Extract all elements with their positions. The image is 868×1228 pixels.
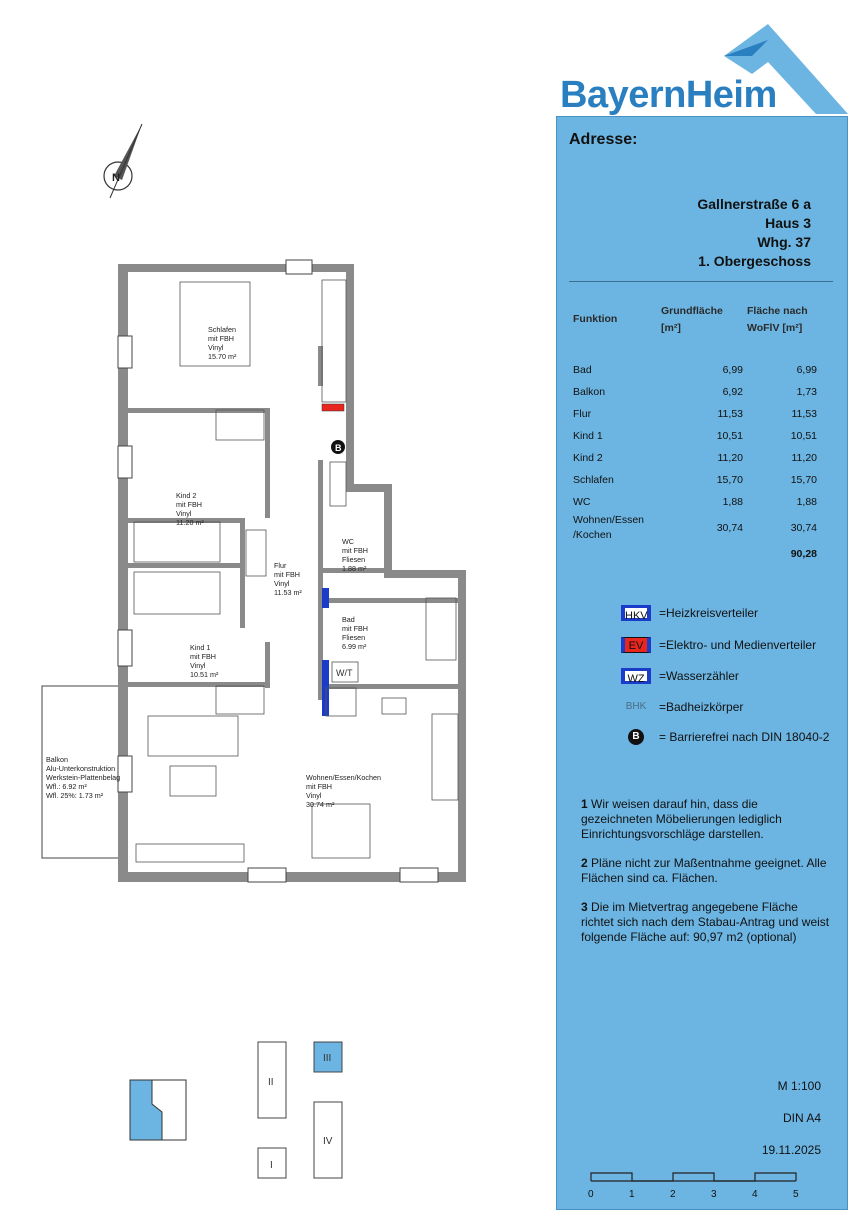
address-street: Gallnerstraße 6 a xyxy=(697,196,811,212)
table-row: Wohnen/Essen /Kochen 30,74 30,74 xyxy=(573,514,817,541)
room-kind1: Kind 1 mit FBH Vinyl 10.51 m² xyxy=(190,643,219,679)
col-function: Funktion xyxy=(573,313,618,325)
legend-wz: WZ =Wasserzähler xyxy=(621,668,841,686)
note-1: 1 Wir weisen darauf hin, dass die gezeichneten Möbelierungen lediglich Einrichtungsvorschläge darstellen. xyxy=(581,797,782,841)
floor-plan xyxy=(0,120,550,1220)
address-label: Adresse: xyxy=(569,131,638,148)
date-label: 19.11.2025 xyxy=(761,1143,821,1157)
scale-bar xyxy=(587,1167,807,1205)
tick-3: 3 xyxy=(711,1189,717,1200)
tick-0: 0 xyxy=(588,1189,594,1200)
address-unit: Whg. 37 xyxy=(757,234,811,250)
scale-label: M 1:100 xyxy=(777,1079,821,1093)
legend-bhk: BHK =Badheizkörper xyxy=(621,699,841,717)
room-balkon: Balkon Alu-Unterkonstruktion Werkstein-Plattenbelag Wfl.: 6.92 m² Wfl. 25%: 1.73 m² xyxy=(46,755,121,800)
address-floor: 1. Obergeschoss xyxy=(698,253,811,269)
room-flur: Flur mit FBH Vinyl 11.53 m² xyxy=(274,561,302,597)
ev-icon: EV xyxy=(621,637,651,653)
address-house: Haus 3 xyxy=(765,215,811,231)
legend-b: B = Barrierefrei nach DIN 18040-2 xyxy=(621,729,843,747)
separator-line xyxy=(569,281,833,282)
notes xyxy=(581,797,831,959)
tick-2: 2 xyxy=(670,1189,676,1200)
logo-wordmark: BayernHeim xyxy=(560,74,777,116)
format-label: DIN A4 xyxy=(782,1111,821,1125)
hkv-box xyxy=(322,588,329,608)
unit-location-plan xyxy=(130,1080,186,1140)
room-bad: Bad mit FBH Fliesen 6.99 m² xyxy=(342,615,368,651)
tick-5: 5 xyxy=(793,1189,799,1200)
wz-icon: WZ xyxy=(621,668,651,684)
keyplan-i: I xyxy=(270,1160,273,1171)
info-panel: Adresse: Gallnerstraße 6 a Haus 3 Whg. 37 1. Obergeschoss Funktion Grundfläche [m²] Fläche nach WoFlV [m²] Bad 6,99 6,99 Balkon 6,92 1,73 Flur 11,53 11,53 Kind 1 10,51 10,51 Kind 2 11,20 11,20 Schlafen 15,70 15,70 WC 1,88 1,88 Wohnen/Essen /Kochen 30,74 30,74 90,28 HKV =Heizkreisverteiler EV =Elektro- und Medienverteiler WZ =Wasserzähler BHK =Badheizkörper B = Barrierefrei nach DIN 18040-2 1 Wir weisen darauf hin, dass die gezeichneten Möbelierungen lediglich Einrichtungsvorschläge darstellen. 2 Pläne nicht zur Maßentnahme geeignet. Alle Flächen sind ca. Flächen. 3 Die im Mietvertrag angegebene Fläche richtet sich nach dem Stabau-Antrag und weist folgende Fläche auf: 90,97 m2 (optional) M 1:100 DIN A4 19.11.2025 0 1 2 3 4 5 xyxy=(556,116,848,1210)
col-area: Grundfläche [m²] xyxy=(661,305,723,334)
legend-ev: EV =Elektro- und Medienverteiler xyxy=(621,637,841,655)
legend-hkv: HKV =Heizkreisverteiler xyxy=(621,605,841,623)
ev-box xyxy=(322,404,344,411)
tick-4: 4 xyxy=(752,1189,758,1200)
barrier-free-letter: B xyxy=(335,443,342,453)
address-block xyxy=(697,195,811,271)
bhk-icon: BHK xyxy=(625,701,647,712)
keyplan xyxy=(258,1042,342,1178)
col-wofiv: Fläche nach WoFlV [m²] xyxy=(747,305,808,334)
note-3: 3 Die im Mietvertrag angegebene Fläche richtet sich nach dem Stabau-Antrag und weist folgende Fläche auf: 90,97 m2 (optional) xyxy=(581,900,830,944)
room-wohnen: Wohnen/Essen/Kochen mit FBH Vinyl 30.74 m² xyxy=(306,773,381,809)
keyplan-iii: III xyxy=(323,1053,332,1064)
tick-1: 1 xyxy=(629,1189,635,1200)
note-2: 2 Pläne nicht zur Maßentnahme geeignet. Alle Flächen sind ca. Flächen. xyxy=(581,856,827,885)
room-schlafen: Schlafen mit FBH Vinyl 15.70 m² xyxy=(208,325,237,361)
barrier-free-icon: B xyxy=(628,729,644,745)
room-kind2: Kind 2 mit FBH Vinyl 11.20 m² xyxy=(176,491,204,527)
keyplan-ii: II xyxy=(268,1077,274,1088)
wt-label: W/T xyxy=(336,668,353,678)
keyplan-iv: IV xyxy=(323,1136,333,1147)
room-wc: WC mit FBH Fliesen 1.88 m² xyxy=(342,537,368,573)
bayernheim-logo xyxy=(556,22,856,114)
hkv-icon: HKV xyxy=(621,605,651,621)
svg-text:N: N xyxy=(112,172,120,184)
